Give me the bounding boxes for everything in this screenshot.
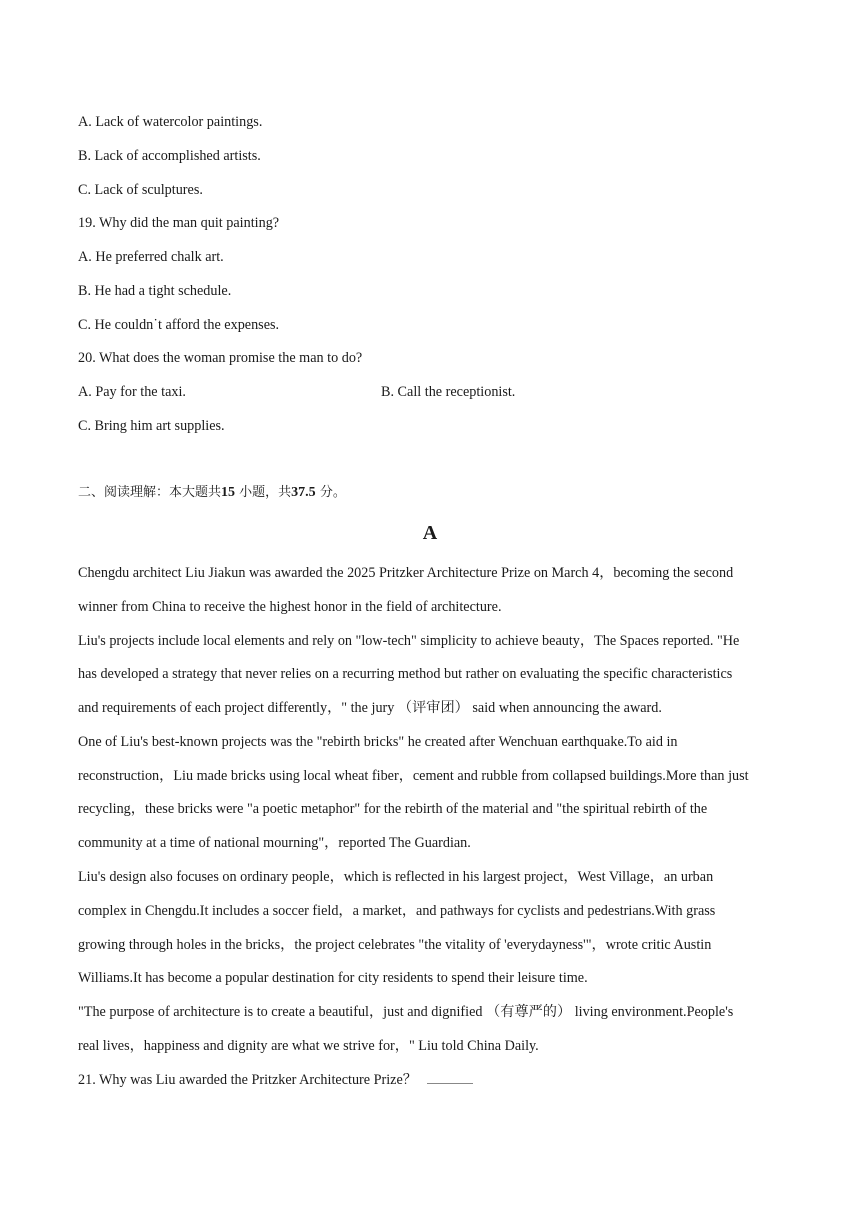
section-heading [78, 483, 346, 503]
section-count: 15 [221, 485, 236, 500]
passage-line: real lives，happiness and dignity are what we strive for，" Liu told China Daily. [78, 1038, 539, 1054]
passage-line: reconstruction，Liu made bricks using local wheat fiber，cement and rubble from collapsed buildings.More than just [78, 768, 749, 784]
q18-option-a: A. Lack of watercolor paintings. [78, 114, 263, 130]
passage-line: One of Liu's best-known projects was the "rebirth bricks" he created after Wenchuan earthquake.To aid in [78, 734, 678, 750]
q18-option-c: C. Lack of sculptures. [78, 182, 203, 198]
passage-line: Liu's projects include local elements and rely on "low-tech" simplicity to achieve beauty，The Spaces reported. "He [78, 633, 740, 649]
passage-title: A [422, 522, 438, 544]
passage-line: has developed a strategy that never relies on a recurring method but rather on evaluating the specific characteristics [78, 666, 733, 682]
passage-line: recycling，these bricks were "a poetic metaphor" for the rebirth of the material and "the spiritual rebirth of the [78, 801, 708, 817]
passage-line: complex in Chengdu.It includes a soccer field，a market，and pathways for cyclists and pedestrians.With grass [78, 903, 716, 919]
section-mid: 小题，共 [239, 485, 292, 500]
passage-line: winner from China to receive the highest honor in the field of architecture. [78, 599, 502, 615]
passage-line: growing through holes in the bricks，the project celebrates "the vitality of 'everydayness'"，wrote critic Austin [78, 937, 712, 953]
q19-option-b: B. He had a tight schedule. [78, 283, 232, 299]
passage-line: community at a time of national mourning"，reported The Guardian. [78, 835, 471, 851]
passage-line: Liu's design also focuses on ordinary people，which is reflected in his largest project，West Village，an urban [78, 869, 714, 885]
q20-options-row [78, 382, 778, 402]
q21-question: 21. Why was Liu awarded the Pritzker Architecture Prize？ [78, 1072, 417, 1088]
q19-option-c: C. He couldn˙t afford the expenses. [78, 317, 280, 333]
section-suffix: 分。 [319, 485, 346, 500]
q18-option-b: B. Lack of accomplished artists. [78, 148, 261, 164]
passage-line: Williams.It has become a popular destination for city residents to spend their leisure time. [78, 970, 588, 986]
answer-blank[interactable] [427, 1071, 473, 1084]
passage-line: and requirements of each project differently，" the jury （评审团） said when announcing the award. [78, 700, 662, 716]
q20-option-c: C. Bring him art supplies. [78, 418, 225, 434]
q19-question: 19. Why did the man quit painting? [78, 215, 280, 231]
passage-line: "The purpose of architecture is to create a beautiful，just and dignified （有尊严的） living environment.People's [78, 1004, 734, 1020]
q20-option-b: B. Call the receptionist. [381, 384, 516, 400]
q20-question: 20. What does the woman promise the man to do? [78, 350, 363, 366]
section-score: 37.5 [291, 485, 316, 500]
q19-option-a: A. He preferred chalk art. [78, 249, 224, 265]
q21-question-row [78, 1070, 473, 1090]
q20-option-a: A. Pay for the taxi. [78, 384, 186, 400]
passage-line: Chengdu architect Liu Jiakun was awarded the 2025 Pritzker Architecture Prize on March 4，becoming the second [78, 565, 734, 581]
section-prefix: 二、阅读理解：本大题共 [78, 485, 222, 500]
